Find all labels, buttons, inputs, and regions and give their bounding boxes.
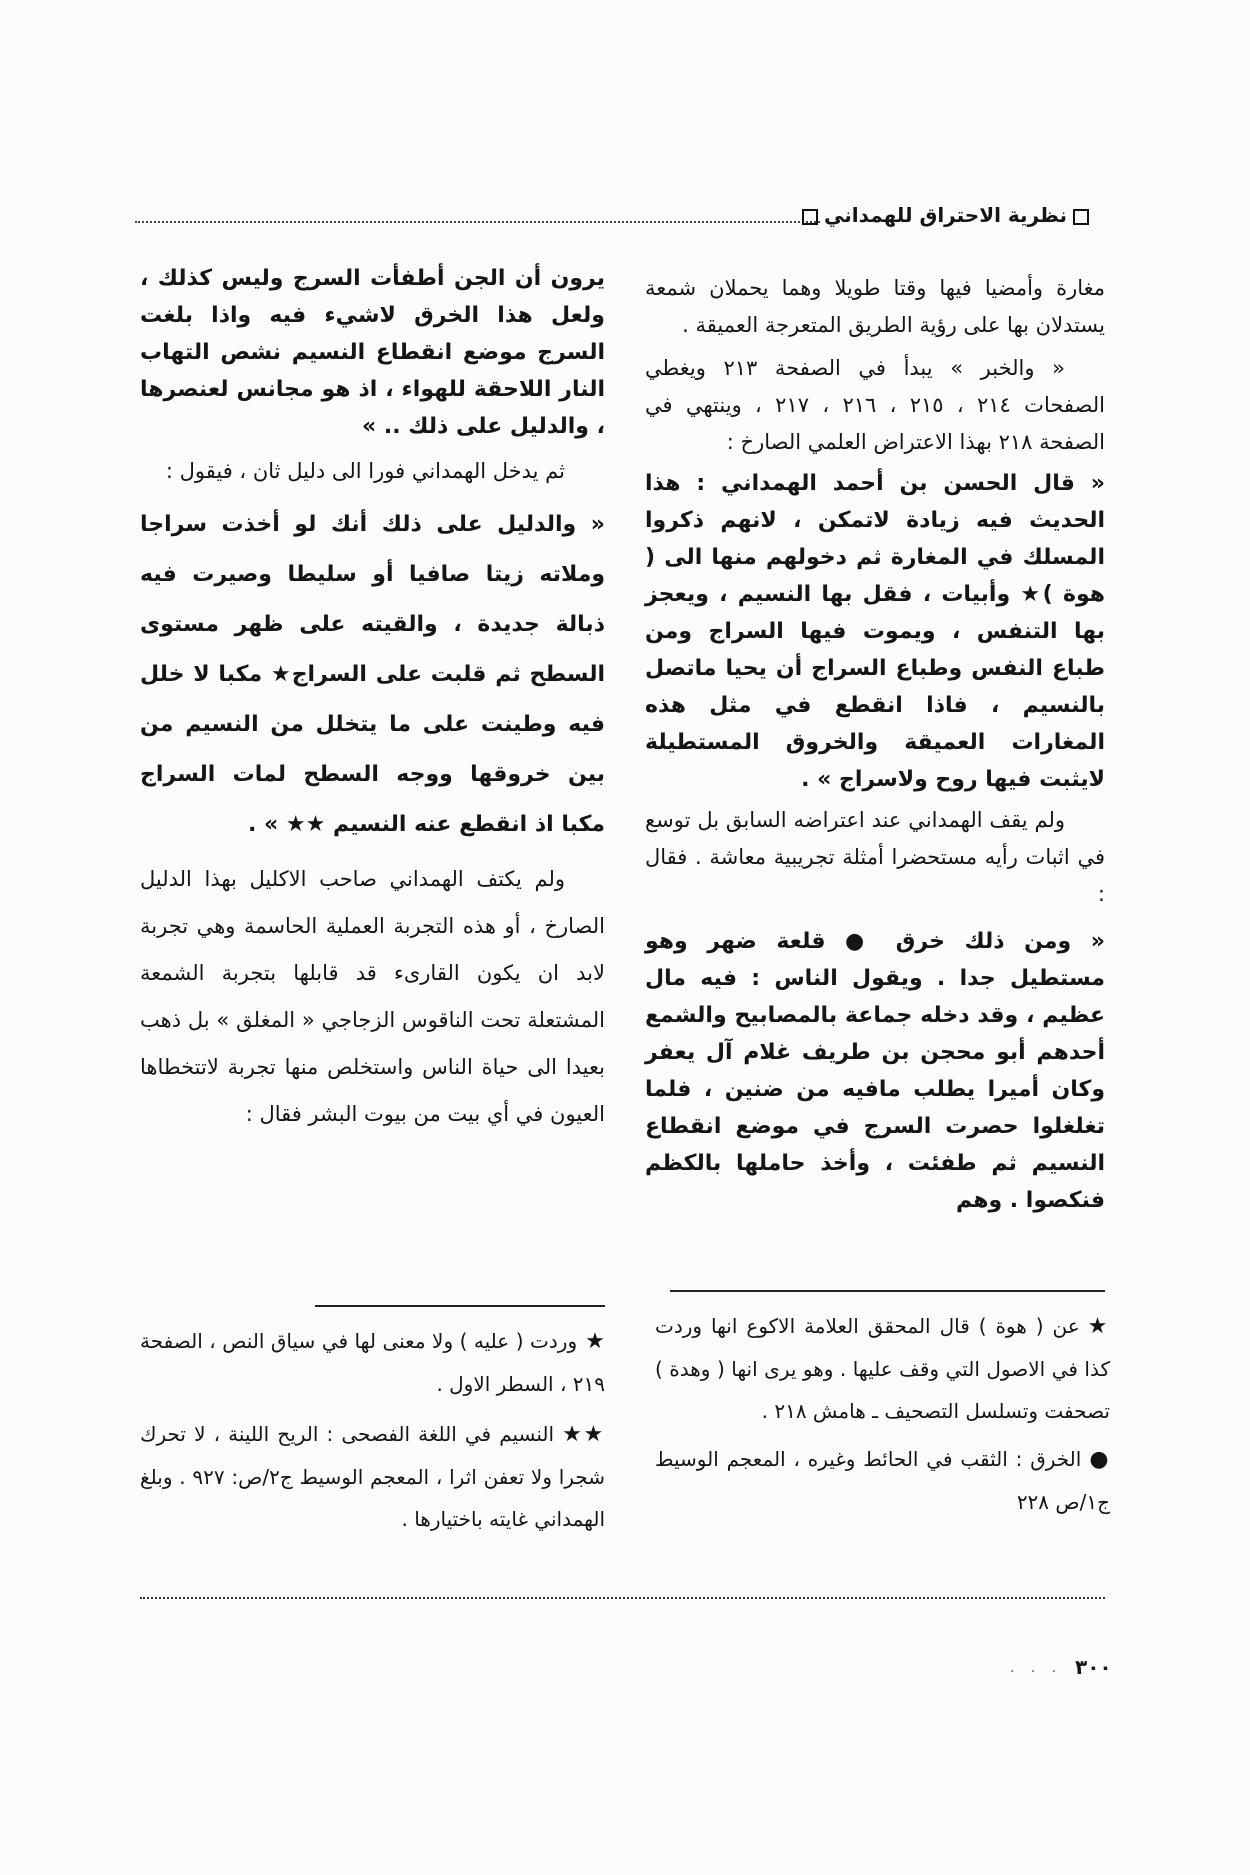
footnote-text: عن ( هوة ) قال المحقق العلامة الاكوع انها وردت كذا في الاصول التي وقف عليها . وهو يرى انها ( وهدة ) تصحفت وتسلسل التصحيف ـ هامش ٢١٨ . xyxy=(655,1314,1110,1423)
bullet-dot-icon: ● xyxy=(1089,1447,1110,1472)
footnote-text: الخرق : الثقب في الحائط وغيره ، المعجم الوسيط ج١/ص ٢٢٨ xyxy=(655,1447,1110,1514)
left-column xyxy=(140,260,605,1138)
quote-paragraph: « ومن ذلك خرق ● قلعة ضهر وهو مستطيل جدا . ويقول الناس : فيه مال عظيم ، وقد دخله جماعة بالمصابيح والشمع أحدهم أبو محجن بن طريف غلام آل يعفر وكان أميرا يطلب مافيه من ضنين ، فلما تغلغلوا حصرت السرج في موضع انقطاع النسيم ثم طفئت ، وأخذ حاملها بالكظم فنكصوا . وهم xyxy=(645,929,1105,1213)
star-icon: ★ xyxy=(1087,1314,1110,1339)
paragraph: ثم يدخل الهمداني فورا الى دليل ثان ، فيقول : xyxy=(165,459,565,483)
star-icon: ★ xyxy=(585,1329,605,1354)
paragraph: ولم يكتف الهمداني صاحب الاكليل بهذا الدليل الصارخ ، أو هذه التجربة العملية الحاسمة وهي تجربة لابد ان يكون القارىء قد قابلها بتجربة الشمعة المشتعلة تحت الناقوس الزجاجي « المغلق » بل ذهب بعيدا الى حياة الناس واستخلص منها تجربة لاتتخطاها العيون في أي بيت من بيوت البشر فقال : xyxy=(140,867,605,1126)
right-column xyxy=(645,270,1105,1219)
double-star-icon: ★★ xyxy=(562,1422,605,1447)
footnote-rule xyxy=(670,1290,1105,1292)
scan-specks: . . . xyxy=(1010,1660,1063,1676)
quote-paragraph: يرون أن الجن أطفأت السرج وليس كذلك ، ولعل هذا الخرق لاشيء فيه واذا بلغت السرج موضع انقطاع النسيم نشص التهاب النار اللاحقة للهواء ، اذ هو مجانس لعنصرها ، والدليل على ذلك .. » xyxy=(140,266,605,439)
paragraph: « والخبر » يبدأ في الصفحة ٢١٣ ويغطي الصفحات ٢١٤ ، ٢١٥ ، ٢١٦ ، ٢١٧ ، وينتهي في الصفحة ٢١٨ بهذا الاعتراض العلمي الصارخ : xyxy=(645,356,1105,454)
paragraph: ولم يقف الهمداني عند اعتراضه السابق بل توسع في اثبات رأيه مستحضرا أمثلة تجريبية معاشة . فقال : xyxy=(645,808,1105,906)
paragraph: مغارة وأمضيا فيها وقتا طويلا وهما يحملان شمعة يستدلان بها على رؤية الطريق المتعرجة العميقة . xyxy=(645,276,1105,337)
footnote-text: النسيم في اللغة الفصحى : الريح اللينة ، لا تحرك شجرا ولا تعفن اثرا ، المعجم الوسيط ج٢/ص: ٩٢٧ . وبلغ الهمداني غايته باختيارها . xyxy=(140,1422,606,1531)
footnote xyxy=(655,1438,1110,1523)
quote-paragraph: « قال الحسن بن أحمد الهمداني : هذا الحديث فيه زيادة لاتمكن ، لانهم ذكروا المسلك في المغارة ثم دخولهم منها الى ( هوة )★ وأبيات ، فقل بها النسيم ، ويعجز بها التنفس ، ويموت فيها السراج ومن طباع النفس وطباع السراج أن يحيا ماتصل بالنسيم ، فاذا انقطع في مثل هذه المغارات العميقة والخروق المستطيلة لايثبت فيها روح ولاسراج » . xyxy=(645,471,1105,792)
header-title-wrap xyxy=(796,203,1095,227)
footnote-text: وردت ( عليه ) ولا معنى لها في سياق النص ، الصفحة ٢١٩ ، السطر الاول . xyxy=(140,1329,605,1396)
square-bullet-icon xyxy=(1073,209,1089,225)
left-footnotes xyxy=(140,1320,605,1540)
square-bullet-icon xyxy=(802,209,818,225)
footnote xyxy=(140,1320,605,1405)
running-header xyxy=(135,203,1095,237)
bottom-dotted-rule xyxy=(140,1597,1105,1599)
footnote xyxy=(655,1305,1110,1432)
footnote-rule xyxy=(315,1305,605,1307)
header-dotted-rule xyxy=(135,221,820,223)
right-footnotes xyxy=(655,1305,1110,1523)
page-number: ٣٠٠ xyxy=(1075,1655,1112,1679)
header-title: نظرية الاحتراق للهمداني xyxy=(824,203,1067,227)
footnote xyxy=(140,1413,605,1540)
quote-paragraph: « والدليل على ذلك أنك لو أخذت سراجا وملاته زيتا صافيا أو سليطا وصيرت فيه ذبالة جديدة ، والقيته على ظهر مستوى السطح ثم قلبت على السراج★ مكبا لا خلل فيه وطينت على ما يتخلل من النسيم من بين خروقها ووجه السطح لمات السراج مكبا اذ انقطع عنه النسيم ★★ » . xyxy=(140,512,605,837)
